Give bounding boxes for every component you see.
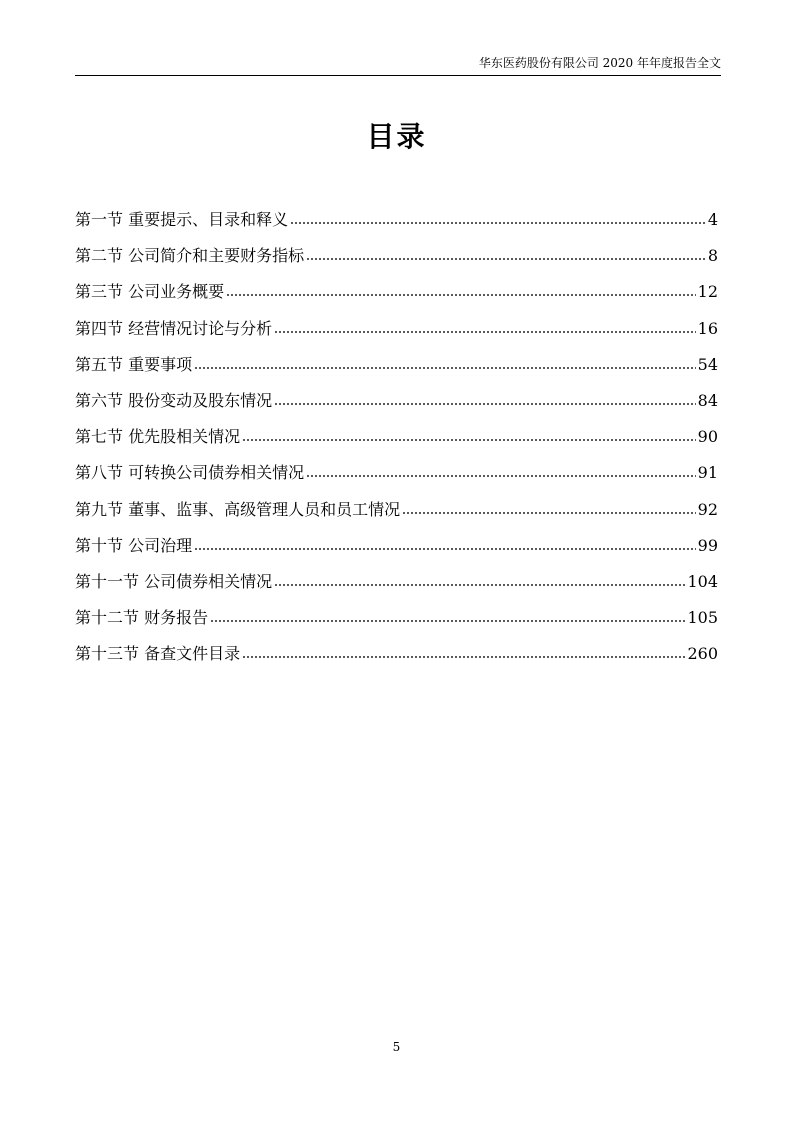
page-number: 5 (392, 1040, 401, 1054)
toc-entry-page: 104 (687, 571, 718, 591)
toc-entry-page: 84 (697, 391, 718, 411)
page-header (75, 56, 721, 76)
toc-dot-leader (290, 222, 706, 224)
toc-entry-label: 第四节 经营情况讨论与分析 (75, 318, 273, 338)
toc-entry-label: 第十二节 财务报告 (75, 608, 209, 628)
toc-entry-label: 第十一节 公司债券相关情况 (75, 571, 273, 591)
toc-entry-label: 第八节 可转换公司债券相关情况 (75, 463, 305, 483)
page-title: 目录 (366, 120, 427, 153)
toc-entry-13[interactable] (75, 636, 718, 672)
toc-dot-leader (194, 548, 696, 550)
toc-entry-label: 第三节 公司业务概要 (75, 282, 225, 302)
toc-entry-label: 第一节 重要提示、目录和释义 (75, 210, 289, 230)
toc-entry-6[interactable] (75, 383, 718, 419)
header-title: 华东医药股份有限公司 2020 年年度报告全文 (478, 56, 721, 70)
toc-entry-page: 105 (687, 608, 718, 628)
toc-dot-leader (274, 403, 696, 405)
toc-entry-page: 91 (697, 463, 718, 483)
toc-entry-9[interactable] (75, 492, 718, 528)
toc-entry-page: 4 (707, 210, 718, 230)
toc-entry-label: 第六节 股份变动及股东情况 (75, 391, 273, 411)
toc-dot-leader (210, 620, 685, 622)
toc-entry-page: 16 (697, 318, 718, 338)
table-of-contents (75, 202, 718, 672)
toc-dot-leader (402, 512, 696, 514)
toc-entry-page: 12 (697, 282, 718, 302)
toc-dot-leader (274, 331, 696, 333)
toc-entry-5[interactable] (75, 347, 718, 383)
toc-entry-page: 90 (697, 427, 718, 447)
toc-entry-3[interactable] (75, 274, 718, 310)
toc-dot-leader (242, 439, 696, 441)
toc-entry-8[interactable] (75, 455, 718, 491)
toc-entry-page: 260 (687, 644, 718, 664)
toc-entry-label: 第五节 重要事项 (75, 354, 193, 374)
toc-dot-leader (306, 258, 706, 260)
toc-dot-leader (226, 294, 696, 296)
toc-entry-label: 第十节 公司治理 (75, 535, 193, 555)
toc-entry-1[interactable] (75, 202, 718, 238)
toc-entry-2[interactable] (75, 238, 718, 274)
toc-dot-leader (194, 367, 696, 369)
toc-dot-leader (306, 475, 696, 477)
toc-entry-label: 第九节 董事、监事、高级管理人员和员工情况 (75, 499, 401, 519)
toc-entry-11[interactable] (75, 564, 718, 600)
toc-entry-page: 54 (697, 354, 718, 374)
toc-entry-12[interactable] (75, 600, 718, 636)
toc-entry-label: 第七节 优先股相关情况 (75, 427, 241, 447)
toc-entry-page: 99 (697, 535, 718, 555)
toc-dot-leader (274, 584, 685, 586)
toc-entry-7[interactable] (75, 419, 718, 455)
toc-entry-label: 第二节 公司简介和主要财务指标 (75, 246, 305, 266)
toc-dot-leader (242, 656, 685, 658)
toc-entry-10[interactable] (75, 528, 718, 564)
toc-entry-label: 第十三节 备查文件目录 (75, 644, 241, 664)
toc-entry-page: 8 (707, 246, 718, 266)
toc-entry-4[interactable] (75, 311, 718, 347)
toc-entry-page: 92 (697, 499, 718, 519)
